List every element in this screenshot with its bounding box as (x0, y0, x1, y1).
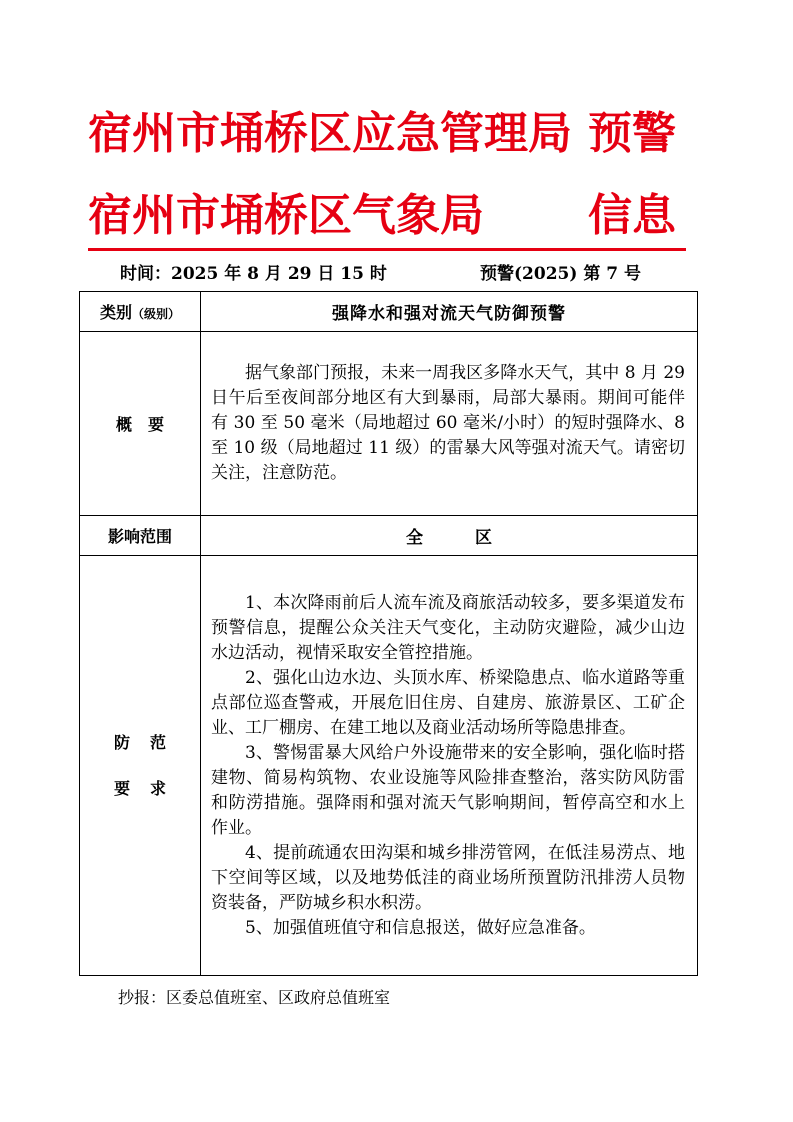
category-value: 强降水和强对流天气防御预警 (201, 292, 698, 332)
issue-time: 时间：2025 年 8 月 29 日 15 时 (120, 264, 387, 284)
summary-cell (201, 332, 698, 516)
requirements-label-2: 要求 (113, 778, 186, 798)
requirement-item-5: 5、加强值班值守和信息报送，做好应急准备。 (245, 917, 596, 938)
header-line-2 (88, 186, 676, 246)
cc-line: 抄报：区委总值班室、区政府总值班室 (118, 988, 391, 1007)
header-info-word: 信息 (588, 190, 676, 241)
category-label-cell (80, 292, 201, 332)
category-sublabel: （级别） (132, 307, 181, 321)
scope-label: 影响范围 (80, 516, 201, 556)
warning-serial: 预警(2025) 第 7 号 (480, 264, 641, 284)
table-row-category (80, 292, 698, 332)
table-row-scope (80, 516, 698, 556)
requirement-item-4: 4、提前疏通农田沟渠和城乡排涝管网，在低洼易涝点、地下空间等区域，以及地势低洼的商业场所预置防汛排涝人员物资装备，严防城乡积水积涝。 (211, 842, 685, 913)
summary-label: 概 要 (80, 332, 201, 516)
header-line-1 (88, 104, 676, 164)
category-label: 类别 (99, 303, 132, 322)
header-agency-1: 宿州市埇桥区应急管理局 (88, 108, 572, 159)
table-row-summary (80, 332, 698, 516)
warning-table (79, 291, 698, 976)
requirement-item-1: 1、本次降雨前后人流车流及商旅活动较多，要多渠道发布预警信息，提醒公众关注天气变化，主动防灾避险，减少山边水边活动，视情采取安全管控措施。 (211, 592, 685, 663)
header-warning-word: 预警 (588, 108, 676, 159)
scope-value: 全区 (406, 528, 544, 548)
header-agency-2: 宿州市埇桥区气象局 (88, 190, 484, 241)
table-row-requirements (80, 556, 698, 976)
header-red-rule (88, 248, 686, 251)
requirements-cell (201, 556, 698, 976)
requirement-item-3: 3、警惕雷暴大风给户外设施带来的安全影响，强化临时搭建物、简易构筑物、农业设施等风险排查整治，落实防风防雷和防涝措施。强降雨和强对流天气影响期间，暂停高空和水上作业。 (211, 742, 685, 838)
requirement-item-2: 2、强化山边水边、头顶水库、桥梁隐患点、临水道路等重点部位巡查警戒，开展危旧住房、自建房、旅游景区、工矿企业、工厂棚房、在建工地以及商业活动场所等隐患排查。 (211, 667, 685, 738)
requirements-label-1: 防范 (113, 732, 186, 752)
summary-text: 据气象部门预报，未来一周我区多降水天气，其中 8 月 29 日午后至夜间部分地区有大到暴雨，局部大暴雨。期间可能伴有 30 至 50 毫米（局地超过 60 毫米/小时）的短时强降水、8 至 10 级（局地超过 11 级）的雷暴大风等强对流天气。请密切关注，注意防范。 (211, 363, 685, 483)
scope-cell (201, 516, 698, 556)
requirements-label-cell (80, 556, 201, 976)
